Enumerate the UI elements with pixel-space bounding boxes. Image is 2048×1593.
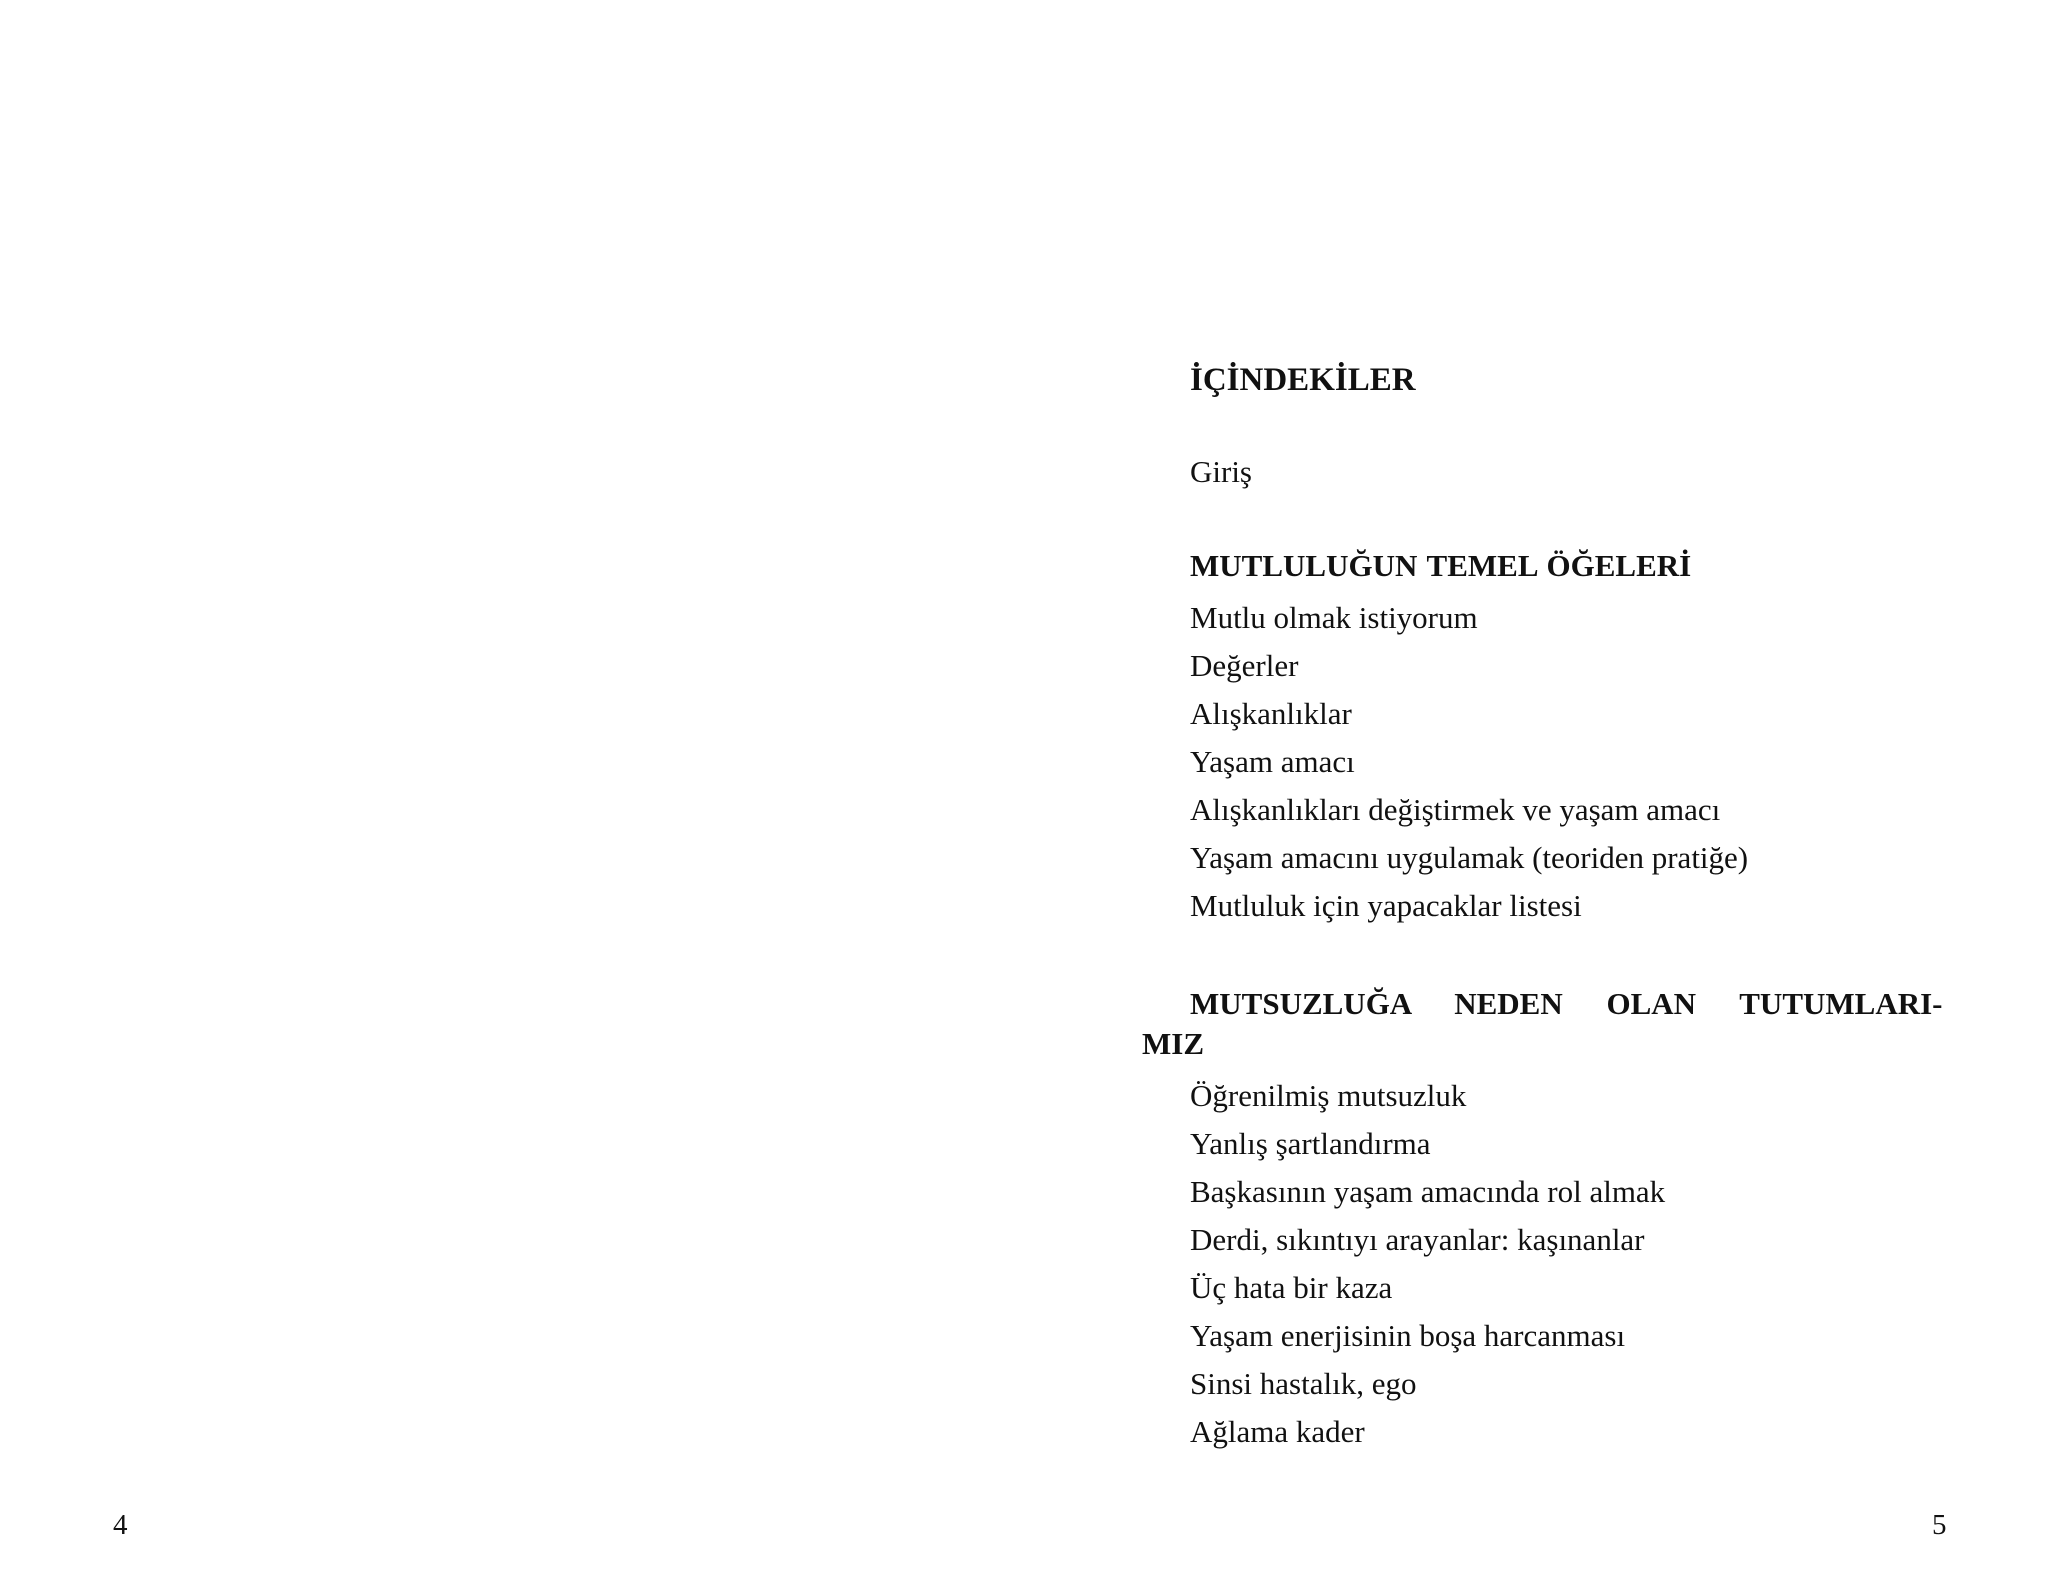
table-of-contents <box>1142 360 1956 1456</box>
toc-entry: Yaşam enerjisinin boşa harcanması <box>1190 1318 1626 1353</box>
toc-entry: Mutluluk için yapacaklar listesi <box>1190 888 1582 923</box>
section-heading <box>1142 984 1956 1064</box>
toc-list <box>1190 594 1956 930</box>
section-heading: MUTLULUĞUN TEMEL ÖĞELERİ <box>1190 548 1692 583</box>
toc-title: İÇİNDEKİLER <box>1190 362 1416 398</box>
toc-entry: Alışkanlıkları değiştirmek ve yaşam amacı <box>1190 792 1721 827</box>
toc-entry: Mutlu olmak istiyorum <box>1190 600 1478 635</box>
toc-section-2 <box>1142 984 1956 1456</box>
toc-entry: Yaşam amacı <box>1190 744 1355 779</box>
right-page <box>1024 0 2048 1593</box>
toc-entry: Öğrenilmiş mutsuzluk <box>1190 1078 1467 1113</box>
toc-entry: Ağlama kader <box>1190 1414 1365 1449</box>
section-heading-line-1: MUTSUZLUĞA NEDEN OLAN TUTUMLARI- <box>1190 986 1943 1021</box>
toc-list <box>1190 1072 1956 1456</box>
page-number-left: 4 <box>113 1509 128 1541</box>
toc-entry: Derdi, sıkıntıyı arayanlar: kaşınanlar <box>1190 1222 1645 1257</box>
toc-entry: Üç hata bir kaza <box>1190 1270 1393 1305</box>
section-heading-line-2: MIZ <box>1142 1026 1204 1061</box>
toc-entry: Yaşam amacını uygulamak (teoriden pratiğe) <box>1190 840 1749 875</box>
toc-entry: Alışkanlıklar <box>1190 696 1352 731</box>
page-number-right: 5 <box>1932 1509 1947 1541</box>
toc-section-1 <box>1142 546 1956 930</box>
toc-entry: Değerler <box>1190 648 1299 683</box>
toc-entry-intro: Giriş <box>1190 454 1252 489</box>
toc-entry: Sinsi hastalık, ego <box>1190 1366 1417 1401</box>
toc-entry: Başkasının yaşam amacında rol almak <box>1190 1174 1666 1209</box>
toc-entry: Yanlış şartlandırma <box>1190 1126 1431 1161</box>
